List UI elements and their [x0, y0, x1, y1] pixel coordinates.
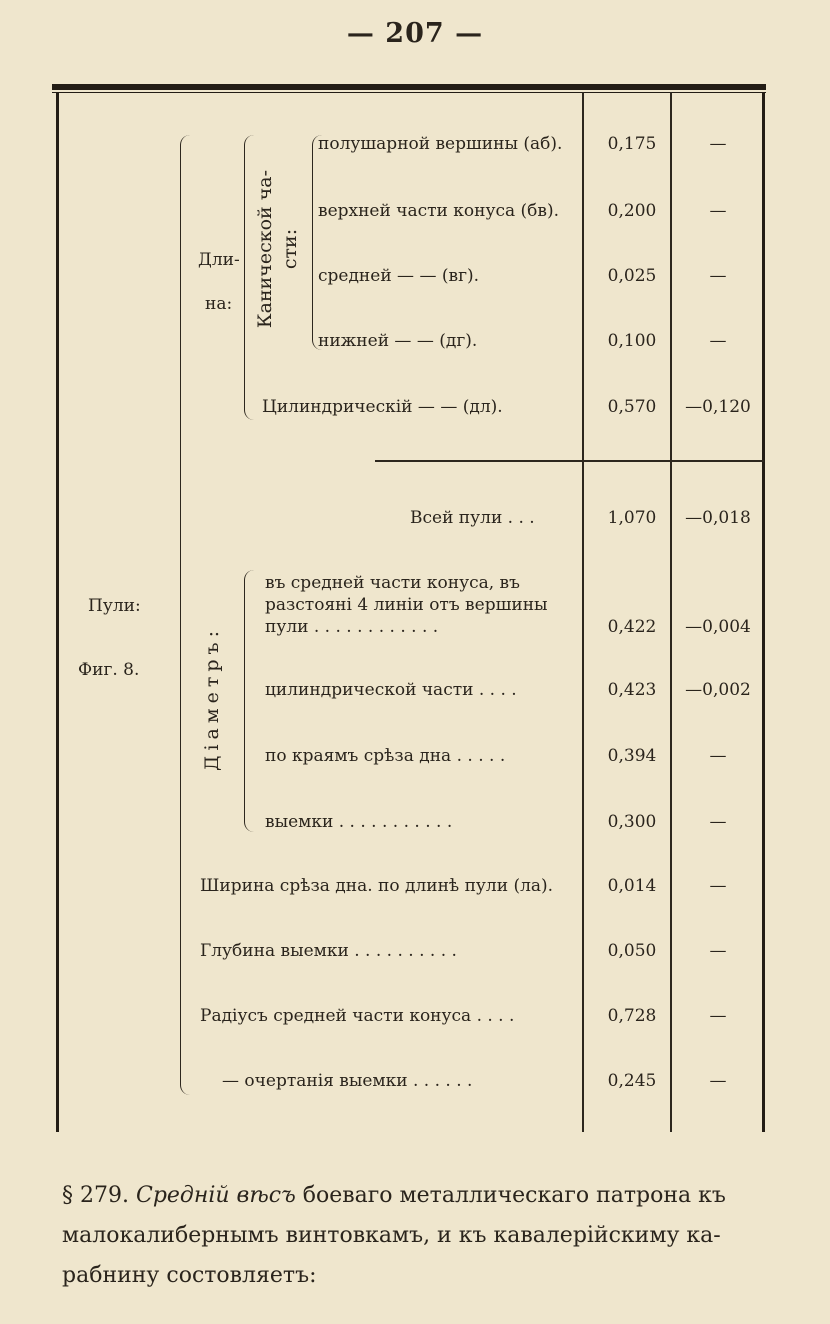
group-dlina-2: на:: [205, 294, 233, 314]
group-fig: Фиг. 8.: [78, 660, 140, 680]
row-label: верхней части конуса (бв).: [318, 201, 559, 221]
row-value: 0,728: [607, 1006, 657, 1026]
row-label: средней — — (вг).: [318, 266, 480, 286]
row-value: 0,014: [607, 876, 657, 896]
row-value: 0,245: [607, 1071, 657, 1091]
row-value: 0,100: [607, 331, 657, 351]
row-value: 0,423: [607, 680, 657, 700]
group-kanich: Канической ча-: [254, 169, 276, 329]
row-label-line3: пули . . . . . . . . . . . .: [265, 617, 439, 637]
row-diff: —0,120: [685, 397, 751, 417]
row-label: Радіусъ средней части конуса . . . .: [200, 1006, 515, 1026]
group-puli: Пули:: [88, 596, 141, 616]
row-label: Глубина выемки . . . . . . . . . .: [200, 941, 457, 961]
row-diff: —: [709, 266, 727, 286]
row-label: Ширина срѣза дна. по длинѣ пули (ла).: [200, 876, 554, 896]
page-number: — 207 —: [346, 18, 484, 49]
row-label-line2: разстояні 4 линіи отъ вершины: [265, 595, 548, 615]
row-diff: —0,002: [685, 680, 751, 700]
paragraph-line2: малокалибернымъ винтовкамъ, и къ кавалерійскиму ка-: [62, 1223, 721, 1248]
group-dlina-1: Дли-: [198, 250, 240, 270]
group-diametr: Діаметръ:: [201, 625, 223, 771]
table-top-rule: [52, 84, 766, 90]
value-column-divider: [582, 92, 584, 1132]
row-label: по краямъ срѣза дна . . . . .: [265, 746, 506, 766]
row-value: 0,570: [607, 397, 657, 417]
row-label: въ средней части конуса, въ: [265, 573, 520, 593]
row-diff: —: [709, 812, 727, 832]
row-diff: —: [709, 1006, 727, 1026]
brace-kanich: [312, 135, 323, 350]
brace-puli: [180, 135, 191, 1095]
brace-diametr: [244, 570, 255, 832]
row-label: цилиндрической части . . . .: [265, 680, 517, 700]
paragraph-line3: рабнину состовляетъ:: [62, 1263, 317, 1288]
row-label: — очертанія выемки . . . . . .: [222, 1071, 473, 1091]
row-label: Всей пули . . .: [410, 508, 535, 528]
row-diff: —: [709, 876, 727, 896]
row-value: 0,175: [607, 134, 657, 154]
row-value: 0,394: [607, 746, 657, 766]
row-label: нижней — — (дг).: [318, 331, 478, 351]
group-sti: сти:: [279, 228, 301, 270]
row-diff: —: [709, 201, 727, 221]
row-diff: —0,018: [685, 508, 751, 528]
italic-term: Средній вѣсъ: [135, 1183, 296, 1208]
row-label: выемки . . . . . . . . . . .: [265, 812, 453, 832]
row-diff: —: [709, 746, 727, 766]
row-diff: —: [709, 134, 727, 154]
row-diff: —: [709, 331, 727, 351]
diff-column-divider: [670, 92, 672, 1132]
row-diff: —: [709, 1071, 727, 1091]
paragraph-line1: [62, 1178, 774, 1214]
table-right-border: [762, 92, 765, 1132]
row-value: 0,025: [607, 266, 657, 286]
section-number: § 279.: [62, 1183, 129, 1208]
section-divider: [375, 460, 764, 462]
row-value: 0,422: [607, 617, 657, 637]
table-top-rule-thin: [52, 92, 766, 93]
row-diff: —: [709, 941, 727, 961]
paragraph-text: боеваго металлическаго патрона къ: [295, 1183, 726, 1208]
row-value: 0,050: [607, 941, 657, 961]
row-value: 0,200: [607, 201, 657, 221]
row-value: 0,300: [607, 812, 657, 832]
row-value: 1,070: [607, 508, 657, 528]
row-label: Цилиндрическій — — (дл).: [262, 397, 503, 417]
row-diff: —0,004: [685, 617, 751, 637]
row-label: полушарной вершины (аб).: [318, 134, 563, 154]
table-left-border: [56, 92, 59, 1132]
